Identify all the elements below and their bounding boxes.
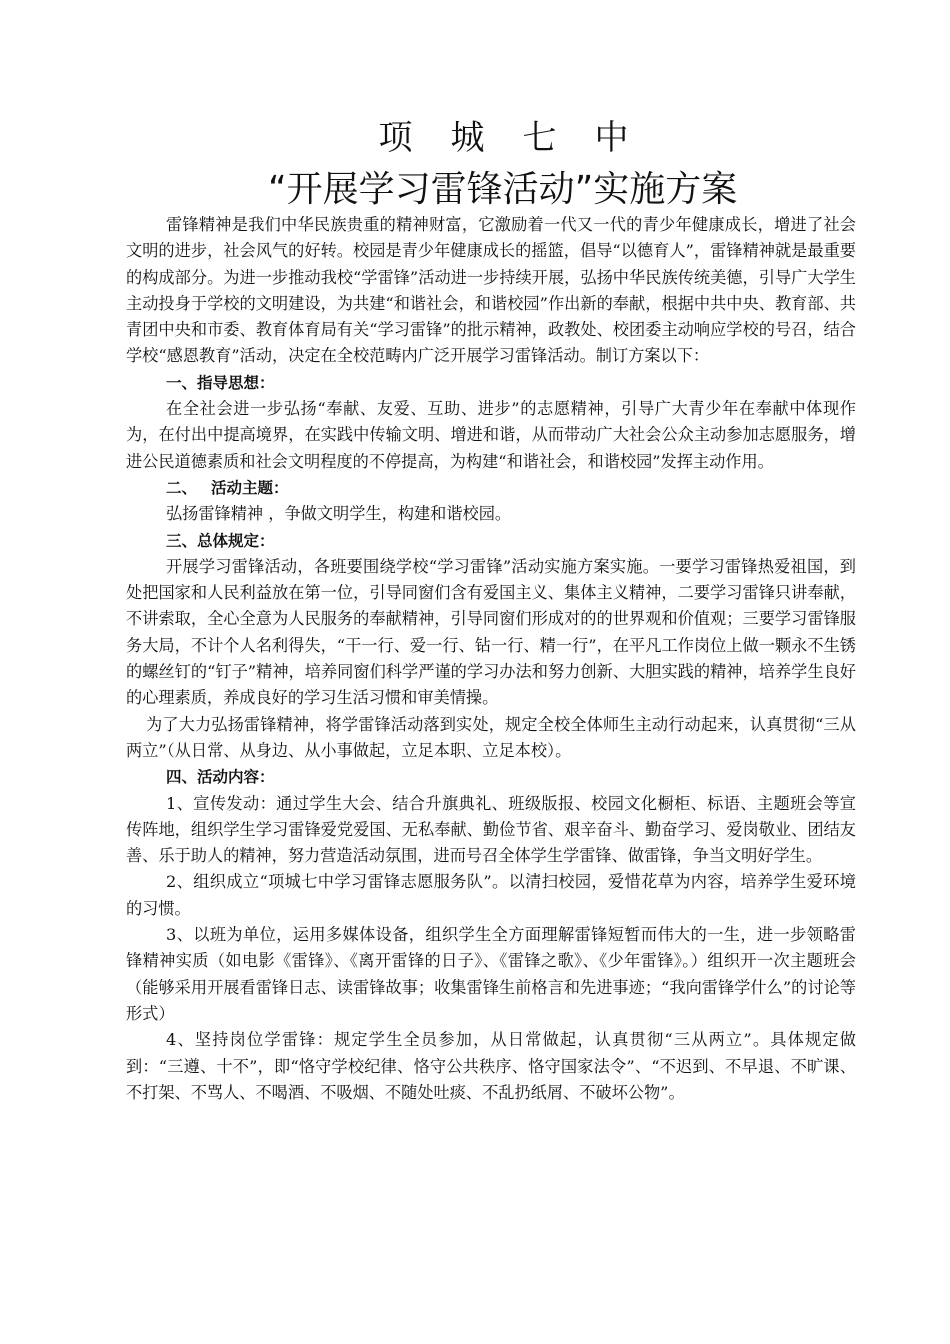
section-heading-activities: 四、活动内容： [166,768,275,787]
document-title: “开展学习雷锋活动”实施方案 [268,169,738,210]
activity-item-1: 1、宣传发动：通过学生大会、结合升旗典礼、班级版报、校园文化橱柜、标语、主题班会等宣传阵地，组织学生学习雷锋爱党爱国、无私奉献、勤俭节省、艰辛奋斗、勤奋学习、爱岗敬业、团结友善、乐于助人的精神，努力营造活动氛围，进而号召全体学生学雷锋、做雷锋，争当文明好学生。 [126,793,856,866]
theme-paragraph: 弘扬雷锋精神 ，争做文明学生，构建和谐校园。 [166,504,512,524]
activity-item-4: 4、坚持岗位学雷锋：规定学生全员参加，从日常做起，认真贯彻“三从两立”。具体规定做到：“三遵、十不”，即“恪守学校纪律、恪守公共秩序、恪守国家法令”、“不迟到、不早退、不旷课、不打架、不骂人、不喝酒、不吸烟、不随处吐痰、不乱扔纸屑、不破坏公物”。 [126,1030,856,1102]
section-heading-theme [126,475,856,501]
guiding-thought-paragraph: 在全社会进一步弘扬“奉献、友爱、互助、进步”的志愿精神，引导广大青少年在奉献中体现作为，在付出中提高境界，在实践中传输文明、增进和谐，从而带动广大社会公众主动参加志愿服务，增进公民道德素质和社会文明程度的不停提高，为构建“和谐社会，和谐校园”发挥主动作用。 [126,399,856,471]
school-title: 项城七中 [378,118,667,158]
intro-paragraph: 雷锋精神是我们中华民族贵重的精神财富，它激励着一代又一代的青少年健康成长，增进了社会文明的进步，社会风气的好转。校园是青少年健康成长的摇篮，倡导“以德育人”，雷锋精神就是最重要的构成部分。为进一步推动我校“学雷锋”活动进一步持续开展，弘扬中华民族传统美德，引导广大学生主动投身于学校的文明建设，为共建“和谐社会，和谐校园”作出新的奉献，根据中共中央、教育部、共青团中央和市委、教育体育局有关“学习雷锋”的批示精神，政教处、校团委主动响应学校的号召，结合学校“感恩教育”活动，决定在全校范畴内广泛开展学习雷锋活动。制订方案以下： [126,215,856,366]
activity-item-2: 2、组织成立“项城七中学习雷锋志愿服务队”。以清扫校园，爱惜花草为内容，培养学生爱环境的习惯。 [126,872,856,918]
requirements-paragraph-2: 为了大力弘扬雷锋精神，将学雷锋活动落到实处，规定全校全体师生主动行动起来，认真贯彻“三从两立”（从日常、从身边、从小事做起，立足本职、立足本校）。 [126,714,856,760]
requirements-paragraph: 开展学习雷锋活动，各班要围绕学校“学习雷锋”活动实施方案实施。一要学习雷锋热爱祖国，到处把国家和人民利益放在第一位，引导同窗们含有爱国主义、集体主义精神，二要学习雷锋只讲奉献，不讲索取，全心全意为人民服务的奉献精神，引导同窗们形成对的的世界观和价值观；三要学习雷锋服务大局，不计个人名利得失，“干一行、爱一行、钻一行、精一行”，在平凡工作岗位上做一颗永不生锈的螺丝钉的“钉子”精神，培养同窗们科学严谨的学习办法和努力创新、大胆实践的精神，培养学生良好的心理素质，养成良好的学习生活习惯和审美情操。 [126,556,856,708]
section-heading-requirements: 三、总体规定： [166,531,275,550]
section-heading-label: 活动主题： [211,478,289,497]
section-number: 二、 [166,478,198,497]
activity-item-3: 3、以班为单位，运用多媒体设备，组织学生全方面理解雷锋短暂而伟大的一生，进一步领略雷锋精神实质（如电影《雷锋》、《离开雷锋的日子》、《雷锋之歌》、《少年雷锋》。）组织开一次主题班会（能够采用开展看雷锋日志、读雷锋故事；收集雷锋生前格言和先进事迹；“我向雷锋学什么”的讨论等形式） [126,925,856,1023]
section-heading-guiding-thought: 一、指导思想： [166,373,275,392]
document-body [126,212,856,1106]
